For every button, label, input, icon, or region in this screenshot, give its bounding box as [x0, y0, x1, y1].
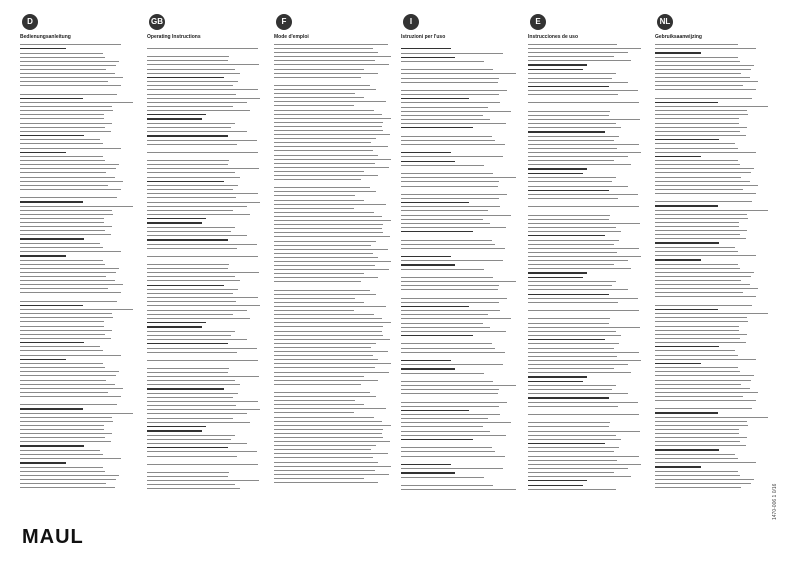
column-heading: Istruzioni per l'uso	[401, 34, 446, 40]
column-german	[20, 14, 145, 484]
column-heading: Gebruiksaanwijzing	[655, 34, 702, 40]
text-placeholder	[401, 44, 519, 493]
column-italian	[401, 14, 526, 484]
column-heading: Instrucciones de uso	[528, 34, 579, 40]
text-placeholder	[274, 44, 392, 486]
language-badge: NL	[657, 14, 673, 30]
column-dutch	[655, 14, 780, 484]
document-code: 1470-006 1 0/16	[772, 483, 778, 520]
text-placeholder	[655, 44, 773, 491]
column-heading: Mode d'emploi	[274, 34, 309, 40]
column-french	[274, 14, 399, 484]
text-placeholder	[147, 44, 265, 492]
column-heading: Operating Instructions	[147, 34, 201, 40]
column-english	[147, 14, 272, 484]
language-badge: GB	[149, 14, 165, 30]
column-heading: Bedienungsanleitung	[20, 34, 71, 40]
language-badge: E	[530, 14, 546, 30]
text-placeholder	[20, 44, 138, 491]
brand-logo: MAUL	[22, 526, 84, 548]
text-placeholder	[528, 44, 646, 493]
column-spanish	[528, 14, 653, 484]
language-badge: I	[403, 14, 419, 30]
language-badge: D	[22, 14, 38, 30]
language-badge: F	[276, 14, 292, 30]
